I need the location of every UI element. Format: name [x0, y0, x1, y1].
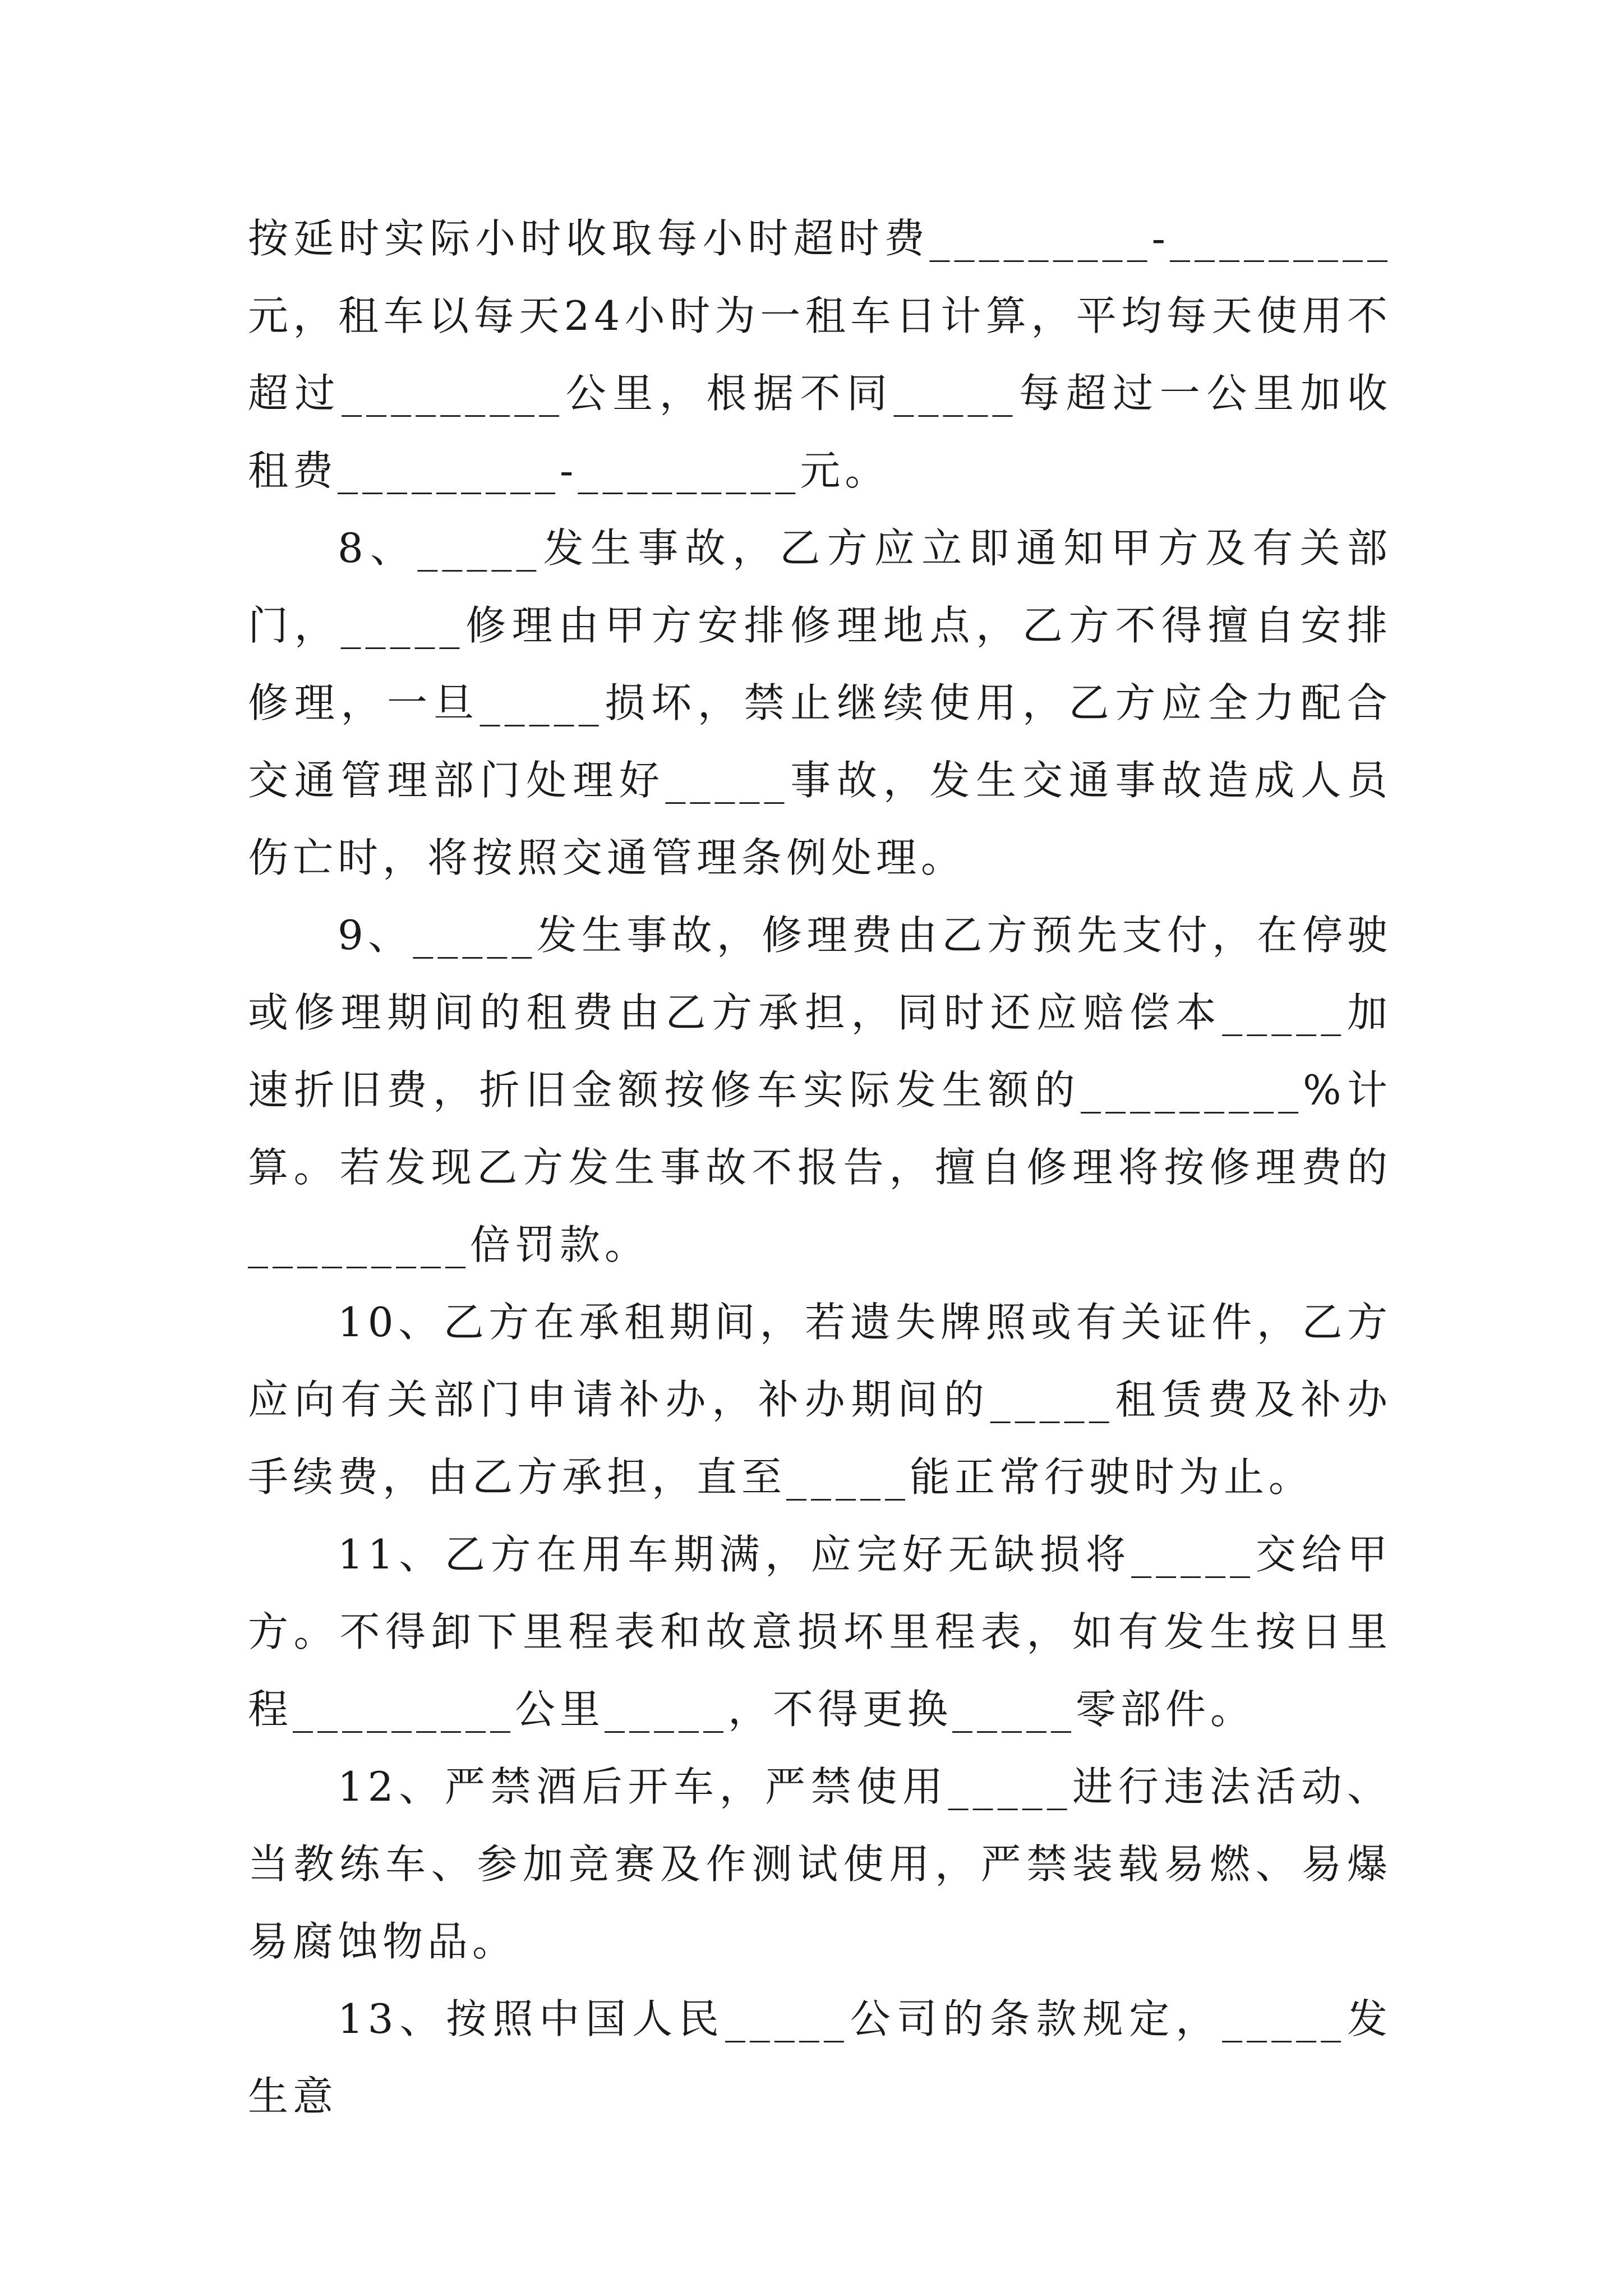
paragraph-overtime-fees: 按延时实际小时收取每小时超时费_________-_________元，租车以每天24小时为一租车日计算，平均每天使用不超过_________公里，根据不同_____每超过一公里加收租费_________-_________元。 — [248, 215, 1392, 494]
paragraph-clause-10: 10、乙方在承租期间，若遗失牌照或有关证件，乙方应向有关部门申请补办，补办期间的_____租赁费及补办手续费，由乙方承担，直至_____能正常行驶时为止。 — [248, 1299, 1392, 1501]
paragraph-clause-8: 8、_____发生事故，乙方应立即通知甲方及有关部门，_____修理由甲方安排修理地点，乙方不得擅自安排修理，一旦_____损坏，禁止继续使用，乙方应全力配合交通管理部门处理好_____事故，发生交通事故造成人员伤亡时，将按照交通管理条例处理。 — [248, 524, 1392, 881]
paragraph-clause-12: 12、严禁酒后开车，严禁使用_____进行违法活动、当教练车、参加竞赛及作测试使用，严禁装载易燃、易爆易腐蚀物品。 — [248, 1763, 1392, 1965]
paragraph-clause-9: 9、_____发生事故，修理费由乙方预先支付，在停驶或修理期间的租费由乙方承担，同时还应赔偿本_____加速折旧费，折旧金额按修车实际发生额的_________%计算。若发现乙方发生事故不报告，擅自修理将按修理费的_________倍罚款。 — [248, 912, 1392, 1268]
paragraph-clause-13: 13、按照中国人民_____公司的条款规定，_____发生意 — [248, 1995, 1392, 2120]
document-body — [248, 200, 1392, 2135]
paragraph-clause-11: 11、乙方在用车期满，应完好无缺损将_____交给甲方。不得卸下里程表和故意损坏里程表，如有发生按日里程_________公里_____，不得更换_____零部件。 — [248, 1531, 1392, 1733]
